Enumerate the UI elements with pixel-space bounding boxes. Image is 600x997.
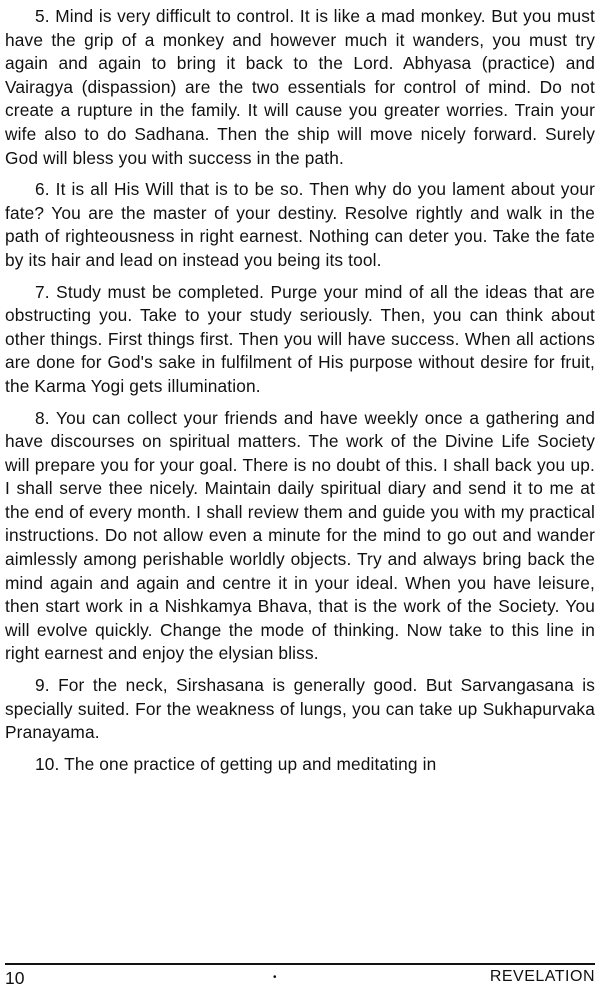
page-body xyxy=(5,5,595,776)
paragraph-5: 5. Mind is very difficult to control. It is like a mad monkey. But you must have the grip of a monkey and however much it wanders, you must try again and again to bring it back to the Lord. Abhyasa (practice) and Vairagya (dispassion) are the two essentials for control of mind. Do not create a rupture in the family. It will cause you greater worries. Train your wife also to do Sadhana. Then the ship will move nicely forward. Surely God will bless you with success in the path. xyxy=(5,6,595,168)
page-footer xyxy=(5,968,595,992)
footer-rule xyxy=(5,963,595,965)
paragraph-10: 10. The one practice of getting up and meditating in xyxy=(35,753,437,774)
footer-dot: • xyxy=(273,972,277,983)
page-number: 10 xyxy=(5,968,25,988)
paragraph-9: 9. For the neck, Sirshasana is generally good. But Sarvangasana is specially suited. For the weakness of lungs, you can take up Sukhapurvaka Pranayama. xyxy=(5,675,595,743)
running-title: REVELATION xyxy=(489,968,595,985)
paragraph-7: 7. Study must be completed. Purge your mind of all the ideas that are obstructing you. Take to your study seriously. Then, you can think about other things. First things first. Then you will have success. When all actions are done for God's sake in fulfilment of His purpose without desire for fruit, the Karma Yogi gets illumination. xyxy=(5,281,595,396)
paragraph-6: 6. It is all His Will that is to be so. Then why do you lament about your fate? You are the master of your destiny. Resolve rightly and walk in the path of righteousness in right earnest. Nothing can deter you. Take the fate by its hair and lead on instead you being its tool. xyxy=(5,179,595,270)
paragraph-8: 8. You can collect your friends and have weekly once a gathering and have discourses on spiritual matters. The work of the Divine Life Society will prepare you for your goal. There is no doubt of this. I shall back you up. I shall serve thee nicely. Maintain daily spiritual diary and send it to me at the end of every month. I shall review them and guide you with my practical instructions. Do not allow even a minute for the mind to go out and wander aimlessly among perishable worldly objects. Try and always bring back the mind again and again and centre it in your ideal. When you have leisure, then start work in a Nishkamya Bhava, that is the work of the Society. You will evolve quickly. Change the mode of thinking. Now take to this line in right earnest and enjoy the elysian bliss. xyxy=(5,407,595,664)
